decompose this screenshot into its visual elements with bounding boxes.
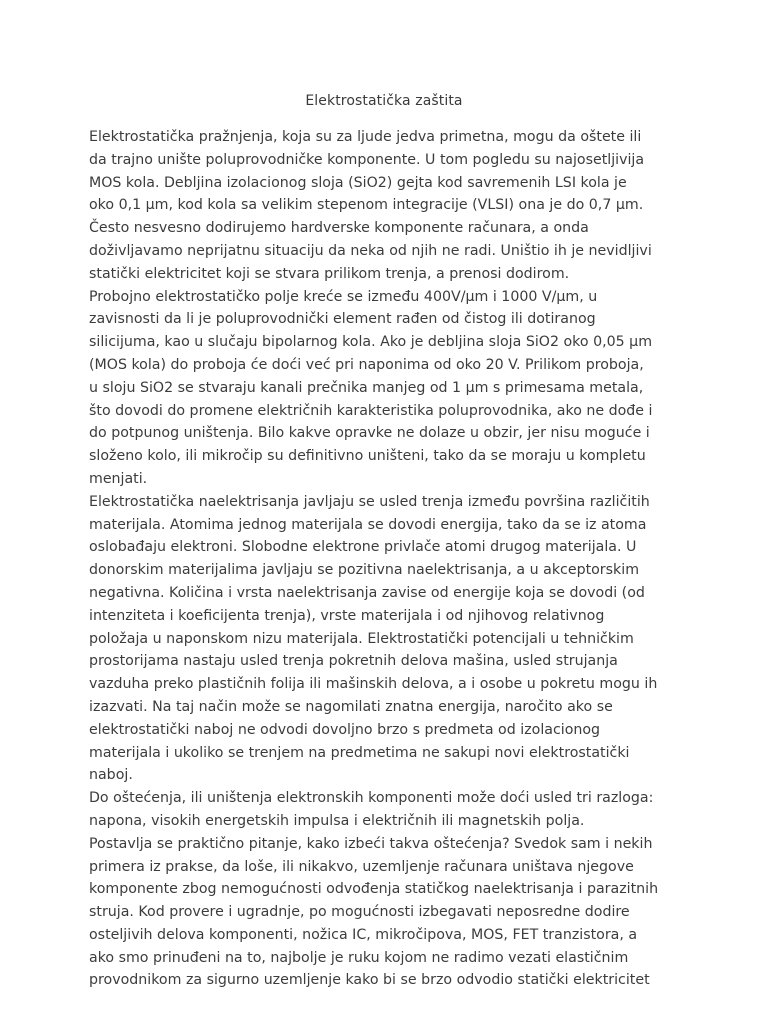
text-line: intenziteta i koeficijenta trenja), vrste materijala i od njihovog relativnog [89,607,605,624]
text-line: Često nesvesno dodirujemo hardverske komponente računara, a onda [89,220,589,237]
text-line: silicijuma, kao u slučaju bipolarnog kola. Ako je debljina sloja SiO2 oko 0,05 µm [89,334,653,351]
text-line: u sloju SiO2 se stvaraju kanali prečnika manjeg od 1 µm s primesama metala, [89,379,644,396]
text-line: MOS kola. Debljina izolacionog sloja (SiO2) gejta kod savremenih LSI kola je [89,174,627,191]
text-line: Do oštećenja, ili uništenja elektronskih komponenti može doći usled tri razloga: [89,790,654,807]
text-line: provodnikom za sigurno uzemljenje kako bi se brzo odvodio statički elektricitet [89,972,650,989]
text-line: menjati. [89,470,148,487]
text-line: Elektrostatička naelektrisanja javljaju se usled trenja između površina različitih [89,493,650,510]
document-body [89,126,689,992]
text-line: Elektrostatička pražnjenja, koja su za ljude jedva primetna, mogu da oštete ili [89,129,642,145]
text-line: Postavlja se praktično pitanje, kako izbeći takva oštećenja? Svedok sam i nekih [89,835,653,852]
text-line: da trajno unište poluprovodničke komponente. U tom pogledu su najosetljivija [89,151,645,168]
text-line: oko 0,1 µm, kod kola sa velikim stepenom integracije (VLSI) ona je do 0,7 µm. [89,197,644,214]
text-line: negativna. Količina i vrsta naelektrisanja zavise od energije koja se dovodi (od [89,584,645,601]
text-line: elektrostatički naboj ne odvodi dovoljno brzo s predmeta od izolacionog [89,721,601,738]
text-line: statički elektricitet koji se stvara prilikom trenja, a prenosi dodirom. [89,265,570,282]
text-line: naboj. [89,767,133,784]
text-line: do potpunog uništenja. Bilo kakve opravke ne dolaze u obzir, jer nisu moguće i [89,425,650,442]
text-line: primera iz prakse, da loše, ili nikakvo, uzemljenje računara uništava njegove [89,858,634,875]
text-line: oslobađaju elektroni. Slobodne elektrone privlače atomi drugog materijala. U [89,539,637,556]
text-line: materijala. Atomima jednog materijala se dovodi energija, tako da se iz atoma [89,516,647,533]
text-line: ako smo prinuđeni na to, najbolje je ruku kojom ne radimo vezati elastičnim [89,949,629,966]
text-line: vazduha preko plastičnih folija ili mašinskih delova, a i osobe u pokretu mogu ih [89,676,658,693]
text-line: zavisnosti da li je poluprovodnički element rađen od čistog ili dotiranog [89,311,596,328]
text-line: (MOS kola) do proboja će doći već pri naponima od oko 20 V. Prilikom proboja, [89,356,644,373]
text-line: materijala i ukoliko se trenjem na predmetima ne sakupi novi elektrostatički [89,744,630,761]
text-line: položaja u naponskom nizu materijala. Elektrostatički potencijali u tehničkim [89,630,634,647]
text-line: izazvati. Na taj način može se nagomilati znatna energija, naročito ako se [89,698,613,715]
text-line: doživljavamo neprijatnu situaciju da neka od njih ne radi. Uništio ih je nevidljivi [89,242,652,259]
text-line: donorskim materijalima javljaju se pozitivna naelektrisanja, a u akceptorskim [89,562,640,579]
text-line: napona, visokih energetskih impulsa i električnih ili magnetskih polja. [89,812,585,829]
text-line: prostorijama nastaju usled trenja pokretnih delova mašina, usled strujanja [89,653,618,670]
text-line: složeno kolo, ili mikročip su definitivno uništeni, tako da se moraju u kompletu [89,448,646,465]
document-title: Elektrostatička zaštita [305,93,463,109]
text-line: struja. Kod provere i ugradnje, po mogućnosti izbegavati neposredne dodire [89,904,630,921]
text-line: komponente zbog nemogućnosti odvođenja statičkog naelektrisanja i parazitnih [89,881,659,898]
text-line: osteljivih delova komponenti, nožica IC, mikročipova, MOS, FET tranzistora, a [89,926,638,943]
text-line: Probojno elektrostatičko polje kreće se između 400V/µm i 1000 V/µm, u [89,288,598,305]
text-line: što dovodi do promene električnih karakteristika poluprovodnika, ako ne dođe i [89,402,653,419]
